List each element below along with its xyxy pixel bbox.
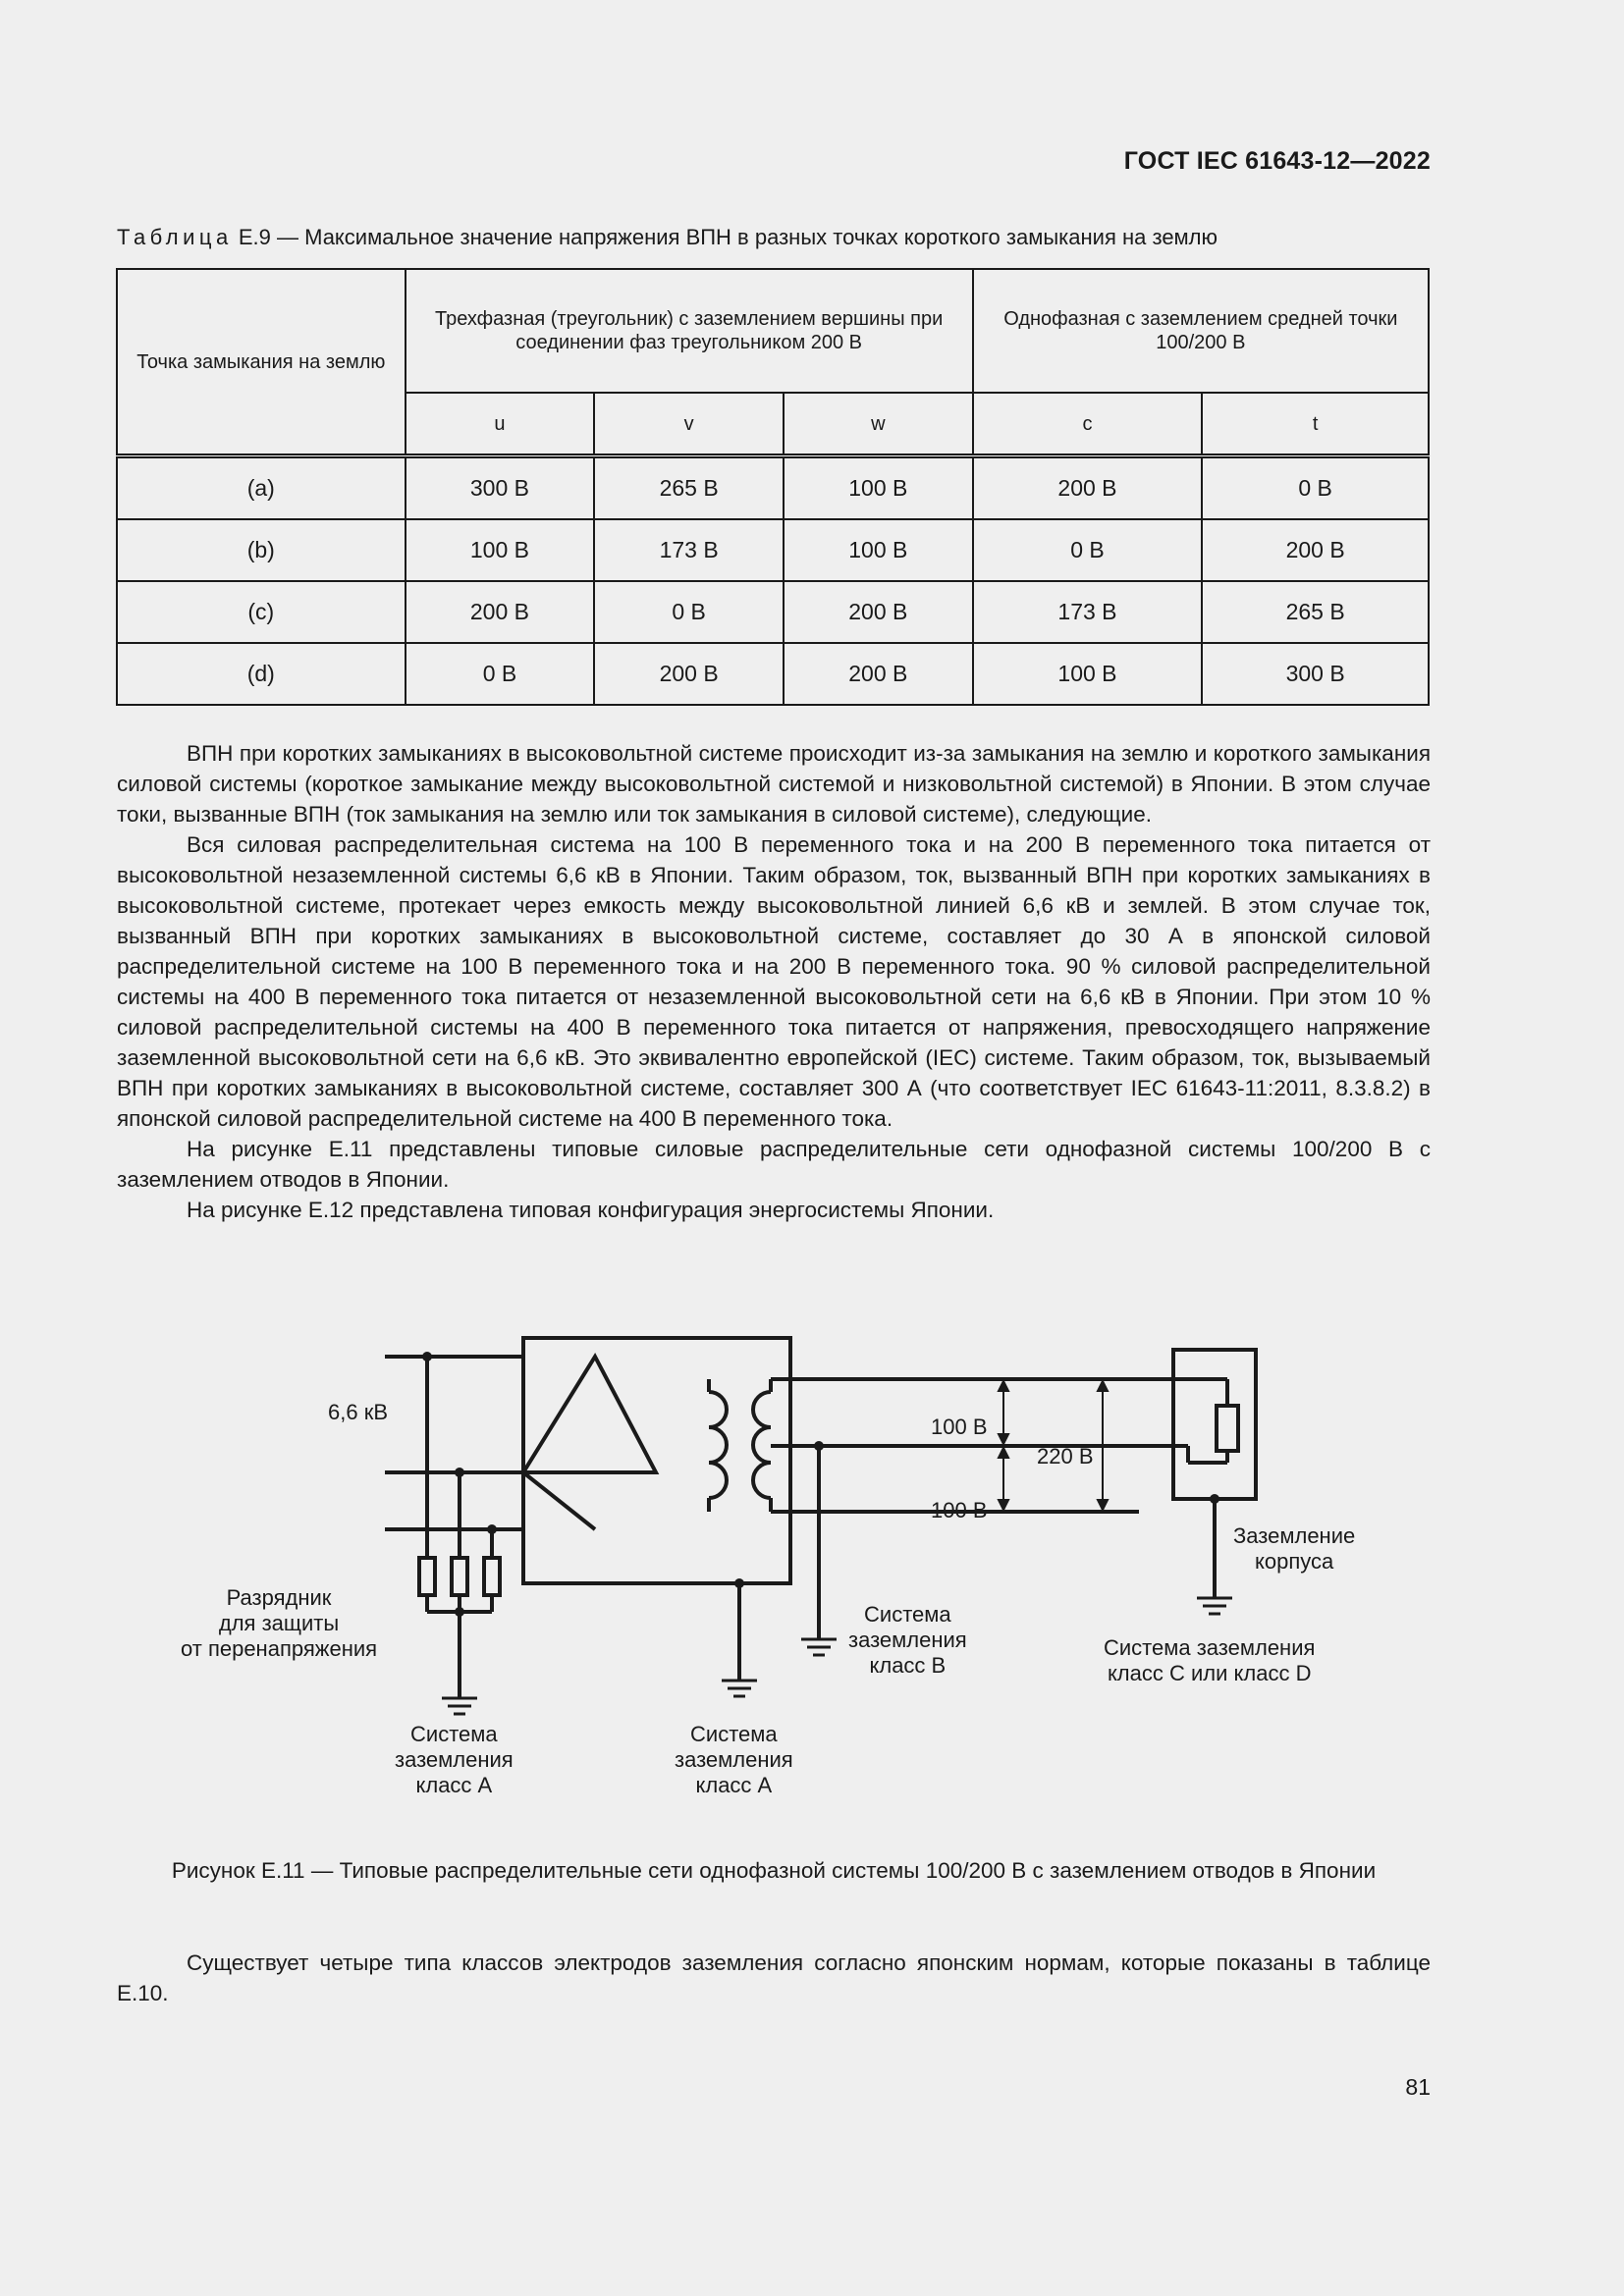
secondary-coil: [753, 1392, 771, 1498]
ground-symbol-a2: [722, 1681, 757, 1696]
table-cell: 173 В: [973, 581, 1203, 643]
label-ground-b: Система заземления класс В: [848, 1602, 967, 1678]
figure-caption: Рисунок Е.11 — Типовые распределительные сети однофазной системы 100/200 В с заземлением отводов в Японии: [171, 1858, 1377, 1883]
junction-dot: [814, 1441, 824, 1451]
ground-symbol-a1: [442, 1698, 477, 1714]
junction-dot: [734, 1578, 744, 1588]
paragraph: На рисунке Е.12 представлена типовая конфигурация энергосистемы Японии.: [187, 1198, 995, 1222]
junction-dot: [1210, 1494, 1219, 1504]
table-cell: (a): [117, 456, 406, 520]
body-text-bottom: [117, 1948, 1431, 2008]
paragraph: На рисунке Е.11 представлены типовые силовые распределительные сети однофазной системы 100/200 В с заземлением отводов в Японии.: [117, 1137, 1431, 1192]
arrowhead: [1098, 1500, 1108, 1510]
ground-symbol-b: [801, 1639, 837, 1655]
table-cell: 200 В: [1202, 519, 1429, 581]
junction-dot: [455, 1468, 464, 1477]
table-cell: 265 В: [594, 456, 784, 520]
header-col-v: v: [594, 393, 784, 456]
delta-link: [523, 1472, 595, 1529]
arrowhead: [999, 1448, 1008, 1458]
table-cell: (c): [117, 581, 406, 643]
label-hv: 6,6 кВ: [328, 1400, 388, 1424]
arrowhead: [1098, 1381, 1108, 1391]
junction-dot: [455, 1607, 464, 1617]
table-row: [117, 581, 1429, 643]
table-cell: 300 В: [406, 456, 595, 520]
table-cell: 0 В: [1202, 456, 1429, 520]
table-row: [117, 456, 1429, 520]
label-ground-a1: Система заземления класс А: [395, 1722, 514, 1797]
delta-winding: [523, 1357, 656, 1472]
table-cell: 100 В: [406, 519, 595, 581]
paragraph: ВПН при коротких замыканиях в высоковольтной системе происходит из-за замыкания на землю и короткого замыкания силовой системы (короткое замыкание между высоковольтной системой и низковольтной системой) в Японии. В этом случае токи, вызванные ВПН (ток замыкания на землю или ток замыкания в силовой системе), следующие.: [117, 741, 1431, 827]
table-caption-text: Е.9 — Максимальное значение напряжения ВПН в разных точках короткого замыкания на землю: [232, 225, 1218, 249]
label-ground-a2: Система заземления класс А: [675, 1722, 793, 1797]
paragraph: Вся силовая распределительная система на 100 В переменного тока и на 200 В переменного тока питается от высоковольтной незаземленной системы 6,6 кВ в Японии. Таким образом, ток, вызванный ВПН при коротких замыканиях в высоковольтной системе, протекает через емкость между высоковольтной линией 6,6 кВ и землей. В этом случае ток, вызванный ВПН при коротких замыканиях в высоковольтной системе, составляет до 30 А в японской силовой распределительной системе на 100 В переменного тока и на 200 В переменного тока. 90 % силовой распределительной системы на 400 В переменного тока питается от незаземленной высоковольтной сети на 6,6 кВ в Японии. При этом 10 % силовой распределительной системы на 400 В переменного тока питается от напряжения, превосходящего напряжение заземленной высоковольтной сети на 6,6 кВ. Это эквивалентно европейской (IEC) системе. Таким образом, ток, вызываемый ВПН при коротких замыканиях в высоковольтной системе, составляет 300 А (что соответствует IEC 61643-11:2011, 8.3.8.2) в японской силовой распределительной системе на 400 В переменного тока.: [117, 832, 1431, 1131]
arrowhead: [999, 1381, 1008, 1391]
table-cell: 200 В: [973, 456, 1203, 520]
header-three-phase: Трехфазная (треугольник) с заземлением вершины при соединении фаз треугольником 200 В: [406, 269, 973, 393]
voltage-table: [116, 268, 1430, 706]
table-cell: 200 В: [406, 581, 595, 643]
arrester-3: [484, 1558, 500, 1595]
table-cell: (d): [117, 643, 406, 705]
ground-symbol-case: [1197, 1598, 1232, 1614]
paragraph: Существует четыре типа классов электродов заземления согласно японским нормам, которые показаны в таблице Е.10.: [117, 1950, 1431, 2005]
arrowhead: [999, 1434, 1008, 1444]
body-text-top: [117, 738, 1431, 1225]
page-number: 81: [1405, 2074, 1431, 2100]
header-col-c: c: [973, 393, 1203, 456]
table-cell: 200 В: [594, 643, 784, 705]
table-cell: 0 В: [973, 519, 1203, 581]
transformer-box: [523, 1338, 790, 1583]
header-single-phase: Однофазная с заземлением средней точки 100/200 В: [973, 269, 1429, 393]
figure-e11-diagram: [157, 1335, 1434, 1806]
table-cell: 100 В: [784, 456, 973, 520]
table-row: [117, 643, 1429, 705]
label-100-top: 100 В: [931, 1415, 988, 1439]
table-caption-prefix: Таблица: [117, 225, 233, 249]
table-cell: 300 В: [1202, 643, 1429, 705]
label-case-ground: Заземление корпуса: [1233, 1523, 1356, 1574]
header-col-w: w: [784, 393, 973, 456]
label-220: 220 В: [1037, 1444, 1094, 1468]
table-cell: 173 В: [594, 519, 784, 581]
table-caption: [117, 225, 1433, 250]
table-cell: 100 В: [973, 643, 1203, 705]
primary-coil: [709, 1392, 727, 1498]
table-cell: 0 В: [406, 643, 595, 705]
junction-dot: [422, 1352, 432, 1362]
header-point: Точка замыкания на землю: [117, 269, 406, 456]
label-100-bottom: 100 В: [931, 1498, 988, 1522]
table-cell: 0 В: [594, 581, 784, 643]
table-cell: 265 В: [1202, 581, 1429, 643]
header-col-u: u: [406, 393, 595, 456]
table-cell: 200 В: [784, 581, 973, 643]
arrowhead: [999, 1500, 1008, 1510]
junction-dot: [487, 1524, 497, 1534]
table-cell: 100 В: [784, 519, 973, 581]
label-arrester: Разрядник для защиты от перенапряжения: [181, 1585, 378, 1661]
table-cell: 200 В: [784, 643, 973, 705]
document-standard-header: ГОСТ IEC 61643-12—2022: [1123, 147, 1431, 175]
table-cell: (b): [117, 519, 406, 581]
load-resistor: [1217, 1406, 1238, 1451]
arrester-2: [452, 1558, 467, 1595]
arrester-1: [419, 1558, 435, 1595]
header-col-t: t: [1202, 393, 1429, 456]
table-row: [117, 519, 1429, 581]
label-ground-cd: Система заземления класс С или класс D: [1104, 1635, 1316, 1685]
